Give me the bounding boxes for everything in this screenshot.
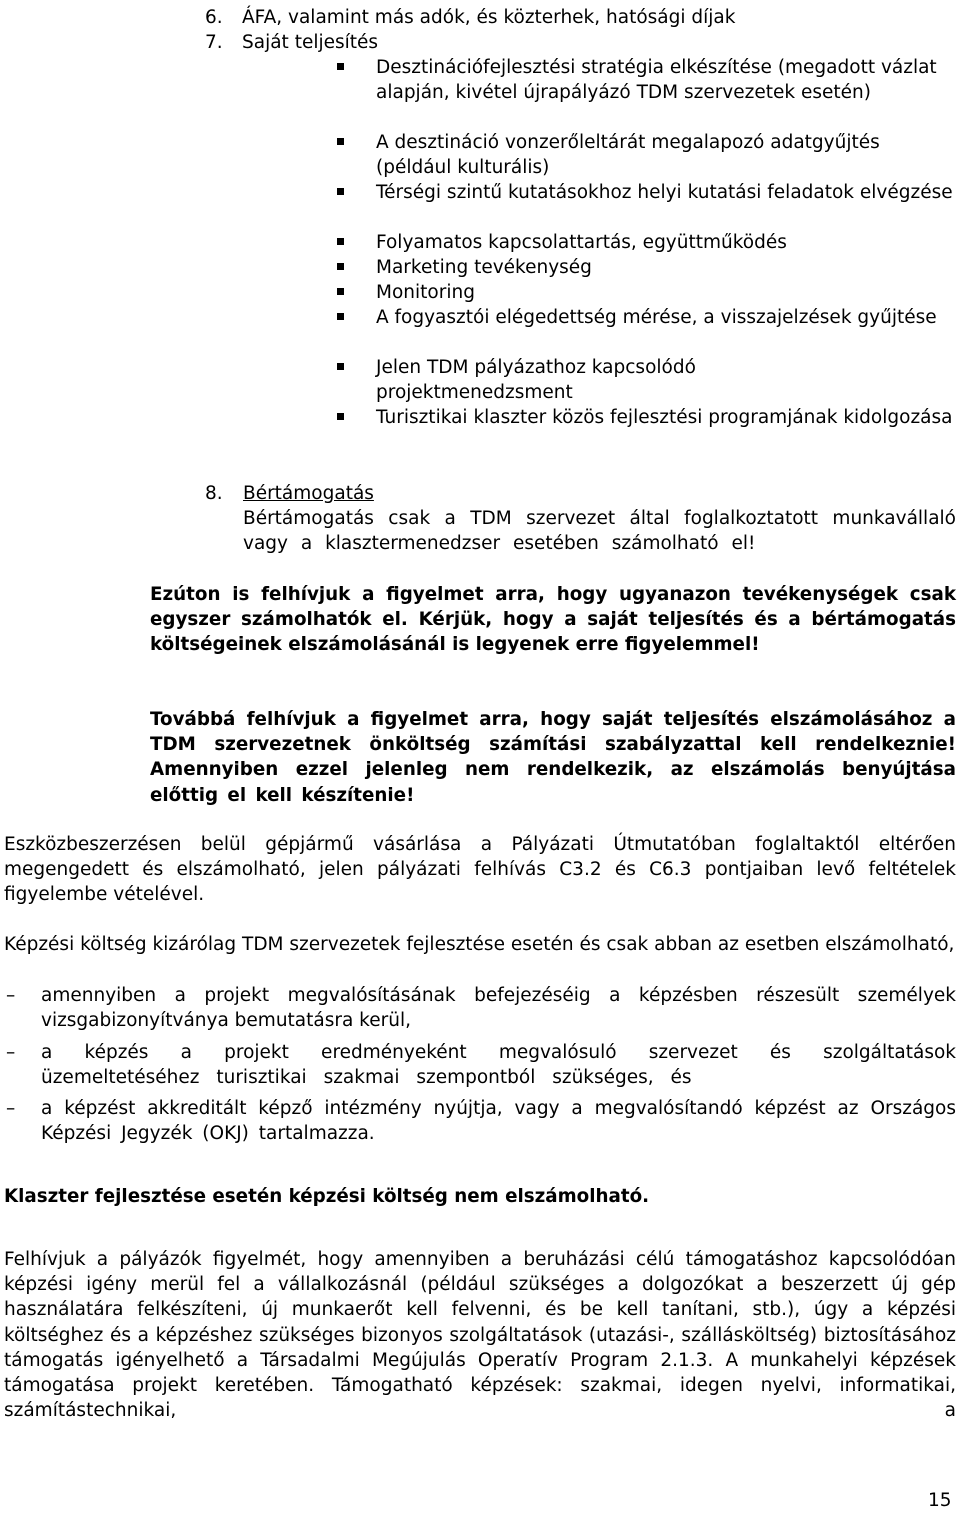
list-number: 6. [205,7,223,28]
sub-item: Térségi szintű kutatásokhoz helyi kutatási feladatok elvégzése [376,182,953,203]
square-bullet-icon [337,363,344,370]
square-bullet-icon [337,138,344,145]
list-text: Saját teljesítés [242,32,379,53]
dash-marker: – [6,1042,16,1063]
square-bullet-icon [337,313,344,320]
list-number: 7. [205,32,223,53]
sub-item: Desztinációfejlesztési stratégia elkészítése (megadott vázlat alapján, kivétel újrapályázó TDM szervezetek esetén) [376,57,937,104]
dash-item: a képzést akkreditált képző intézmény nyújtja, vagy a megvalósítandó képzést az Országos Képzési Jegyzék (OKJ) tartalmazza. [41,1098,956,1145]
sub-item: Folyamatos kapcsolattartás, együttműködés [376,232,787,253]
list-item-6 [205,5,925,30]
list-number: 8. [205,483,223,504]
sub-item: Turisztikai klaszter közös fejlesztési programjának kidolgozása [376,407,953,428]
sub-item: A desztináció vonzerőleltárát megalapozó adatgyűjtés (például kulturális) [376,132,880,179]
final-paragraph: Felhívjuk a pályázók figyelmét, hogy amennyiben a beruházási célú támogatáshoz kapcsolódóan képzési igény merül fel a vállalkozásnál (például szükséges a dolgozókat a beszerzett új gép használatára felkészíteni, új munkaerőt kell felvenni, és be kell tanítani, stb.), úgy a képzési költséghez és a képzéshez szükséges bizonyos szolgáltatások (utazási-, szállásköltség) biztosításához támogatás igényelhető a Társadalmi Megújulás Operatív Program 2.1.3. A munkahelyi képzések támogatása projekt keretében. Támogatható képzések: szakmai, idegen nyelvi, informatikai, számítástechnikai, a [4,1249,956,1422]
sub-item: Monitoring [376,282,475,303]
square-bullet-icon [337,263,344,270]
notice-paragraph-2: Továbbá felhívjuk a figyelmet arra, hogy saját teljesítés elszámolásához a TDM szervezetnek önköltség számítási szabályzattal kell rendelkeznie! Amennyiben ezzel jelenleg nem rendelkezik, az elszámolás benyújtása előttig el kell készítenie! [150,709,956,806]
sub-item: Marketing tevékenység [376,257,592,278]
square-bullet-icon [337,238,344,245]
dash-item: amennyiben a projekt megvalósításának befejezéséig a képzésben részesült személyek vizsgabizonyítványa bemutatásra kerül, [41,985,956,1032]
cluster-note: Klaszter fejlesztése esetén képzési költség nem elszámolható. [4,1186,650,1207]
training-intro: Képzési költség kizárólag TDM szervezetek fejlesztése esetén és csak abban az esetben elszámolható, [4,934,955,955]
square-bullet-icon [337,288,344,295]
square-bullet-icon [337,188,344,195]
item8-text: Bértámogatás csak a TDM szervezet által foglalkoztatott munkavállaló vagy a klasztermenedzser esetében számolható el! [243,508,956,555]
notice-paragraph-1: Ezúton is felhívjuk a figyelmet arra, hogy ugyanazon tevékenységek csak egyszer számolhatók el. Kérjük, hogy a saját teljesítés és a bértámogatás költségeinek elszámolásánál is legyenek erre figyelemmel! [150,584,956,656]
sub-item: A fogyasztói elégedettség mérése, a visszajelzések gyűjtése [376,307,937,328]
square-bullet-icon [337,413,344,420]
dash-item: a képzés a projekt eredményeként megvalósuló szervezet és szolgáltatások üzemeltetéséhez turisztikai szakmai szempontból szükséges, és [41,1042,956,1089]
list-item-7 [205,30,925,55]
sub-item: Jelen TDM pályázathoz kapcsolódó projektmenedzsment [376,357,696,404]
list-item-8 [205,481,925,506]
dash-marker: – [6,985,16,1006]
square-bullet-icon [337,63,344,70]
list-text: ÁFA, valamint más adók, és közterhek, hatósági díjak [242,7,736,28]
section-heading: Bértámogatás [243,483,374,504]
page-number: 15 [928,1490,952,1511]
vehicle-paragraph: Eszközbeszerzésen belül gépjármű vásárlása a Pályázati Útmutatóban foglaltaktól eltérően megengedett és elszámolható, jelen pályázati felhívás C3.2 és C6.3 pontjaiban levő feltételek figyelembe vételével. [4,834,956,906]
dash-marker: – [6,1098,16,1119]
